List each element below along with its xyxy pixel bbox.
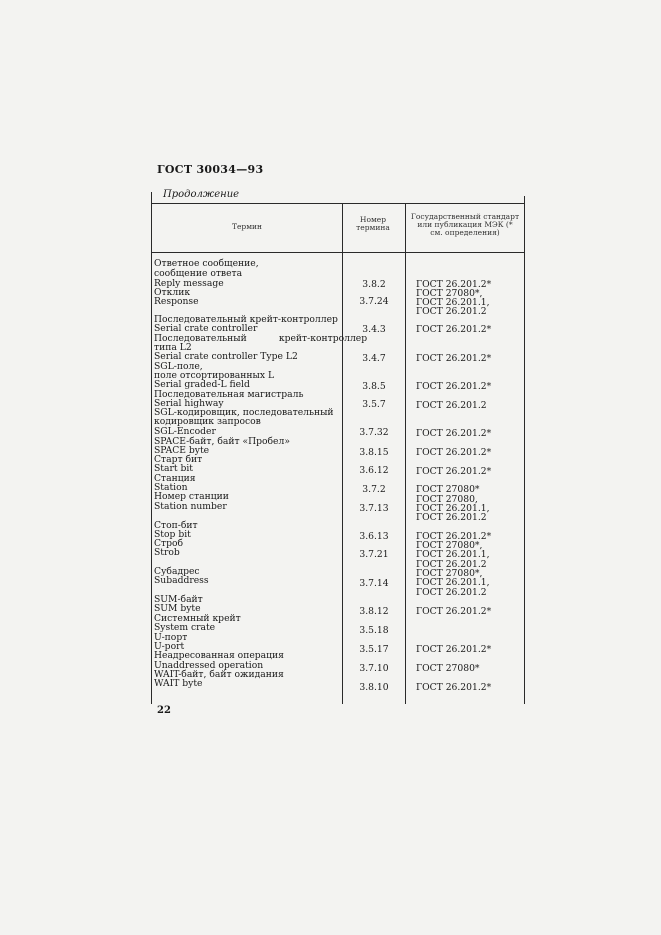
standard-ref: ГОСТ 26.201.2* bbox=[416, 353, 492, 364]
term-line: SGL-кодировщик, последовательный bbox=[154, 407, 334, 418]
term-line: SGL-Encoder bbox=[154, 426, 216, 437]
term-line: Station bbox=[154, 482, 188, 493]
term-line: поле отсортированных L bbox=[154, 370, 275, 381]
term-line: System crate bbox=[154, 622, 216, 633]
standard-ref: ГОСТ 26.201.1, bbox=[416, 577, 490, 588]
term-line: Старт бит bbox=[154, 454, 203, 465]
standard-ref: ГОСТ 26.201.2 bbox=[416, 512, 487, 523]
column-divider-2 bbox=[405, 203, 406, 704]
term-line: Response bbox=[154, 296, 199, 307]
term-line: Стоп-бит bbox=[154, 520, 198, 531]
term-number: 3.8.15 bbox=[359, 447, 389, 458]
standard-ref: ГОСТ 27080, bbox=[416, 494, 478, 505]
term-line: Strob bbox=[154, 547, 180, 558]
term-line: Serial crate controller Type L2 bbox=[154, 351, 298, 362]
term-line: кодировщик запросов bbox=[154, 416, 261, 427]
term-line: SGL-поле, bbox=[154, 361, 203, 372]
term-line: Последовательная магистраль bbox=[154, 389, 304, 400]
term-number: 3.8.2 bbox=[362, 279, 386, 290]
standard-ref: ГОСТ 26.201.1, bbox=[416, 549, 490, 560]
standard-ref: ГОСТ 27080* bbox=[416, 663, 480, 674]
term-line: Отклик bbox=[154, 287, 191, 298]
standard-ref: ГОСТ 26.201.2* bbox=[416, 682, 492, 693]
standard-ref: ГОСТ 27080*, bbox=[416, 288, 483, 299]
term-number: 3.8.5 bbox=[362, 381, 386, 392]
term-line: типа L2 bbox=[154, 342, 192, 353]
standard-ref: ГОСТ 26.201.2* bbox=[416, 324, 492, 335]
term-line: U-port bbox=[154, 641, 185, 652]
term-line: SUM-байт bbox=[154, 594, 203, 605]
term-number: 3.7.24 bbox=[359, 296, 389, 307]
term-number: 3.7.2 bbox=[362, 484, 386, 495]
header-standard: Государственный стандарт или публикация МЭК (* см. определения) bbox=[410, 212, 520, 237]
table-header-rule bbox=[151, 252, 525, 253]
standard-ref: ГОСТ 27080*, bbox=[416, 568, 483, 579]
term-number: 3.7.13 bbox=[359, 503, 389, 514]
term-line: U-порт bbox=[154, 632, 188, 643]
term-number: 3.7.14 bbox=[359, 578, 389, 589]
table-left-border bbox=[151, 192, 152, 704]
standard-ref: ГОСТ 27080*, bbox=[416, 540, 483, 551]
term-line: Subaddress bbox=[154, 575, 209, 586]
term-line: Reply message bbox=[154, 278, 224, 289]
table-top-rule bbox=[151, 203, 525, 204]
standard-ref: ГОСТ 26.201.2 bbox=[416, 400, 487, 411]
standard-ref: ГОСТ 27080* bbox=[416, 484, 480, 495]
standard-ref: ГОСТ 26.201.2* bbox=[416, 644, 492, 655]
term-line: WAIT-байт, байт ожидания bbox=[154, 669, 284, 680]
term-number: 3.7.10 bbox=[359, 663, 389, 674]
standard-ref: ГОСТ 26.201.2 bbox=[416, 306, 487, 317]
standard-ref: ГОСТ 26.201.2* bbox=[416, 466, 492, 477]
term-number: 3.4.7 bbox=[362, 353, 386, 364]
term-line: Последовательный крейт-контроллер bbox=[154, 333, 368, 344]
term-line: Субадрес bbox=[154, 566, 200, 577]
term-line: Системный крейт bbox=[154, 613, 241, 624]
term-line: Ответное сообщение, bbox=[154, 258, 259, 269]
term-line: Станция bbox=[154, 473, 196, 484]
term-number: 3.7.21 bbox=[359, 549, 389, 560]
standard-ref: ГОСТ 26.201.2* bbox=[416, 447, 492, 458]
standard-ref: ГОСТ 26.201.2 bbox=[416, 559, 487, 570]
continued-label: Продолжение bbox=[163, 189, 240, 200]
term-line: Неадресованная операция bbox=[154, 650, 284, 661]
standard-ref: ГОСТ 26.201.2* bbox=[416, 428, 492, 439]
term-number: 3.5.17 bbox=[359, 644, 389, 655]
term-number: 3.5.18 bbox=[359, 625, 389, 636]
term-line: WAIT byte bbox=[154, 678, 203, 689]
term-line: SUM byte bbox=[154, 603, 201, 614]
standard-ref: ГОСТ 26.201.1, bbox=[416, 503, 490, 514]
column-divider-1 bbox=[342, 203, 343, 704]
term-number: 3.4.3 bbox=[362, 324, 386, 335]
term-line: Stop bit bbox=[154, 529, 191, 540]
term-line: Строб bbox=[154, 538, 184, 549]
standard-ref: ГОСТ 26.201.2* bbox=[416, 606, 492, 617]
standard-ref: ГОСТ 26.201.2* bbox=[416, 531, 492, 542]
term-line: Station number bbox=[154, 501, 227, 512]
term-number: 3.7.32 bbox=[359, 427, 389, 438]
standard-ref: ГОСТ 26.201.2* bbox=[416, 279, 492, 290]
term-line: Start bit bbox=[154, 463, 193, 474]
term-line: Serial crate controller bbox=[154, 323, 258, 334]
term-line: Unaddressed operation bbox=[154, 660, 264, 671]
standard-ref: ГОСТ 26.201.2 bbox=[416, 587, 487, 598]
term-number: 3.8.12 bbox=[359, 606, 389, 617]
term-line: сообщение ответа bbox=[154, 268, 243, 279]
page-number: 22 bbox=[157, 705, 171, 716]
header-term: Термин bbox=[231, 222, 263, 231]
standard-title: ГОСТ 30034—93 bbox=[157, 163, 264, 176]
standard-ref: ГОСТ 26.201.2* bbox=[416, 381, 492, 392]
term-line: Serial graded-L field bbox=[154, 379, 250, 390]
term-line: SPACE byte bbox=[154, 445, 210, 456]
term-line: SPACE-байт, байт «Пробел» bbox=[154, 436, 290, 447]
term-line: Номер станции bbox=[154, 491, 229, 502]
term-line: Serial highway bbox=[154, 398, 224, 409]
term-number: 3.8.10 bbox=[359, 682, 389, 693]
table-right-border bbox=[524, 196, 525, 704]
term-number: 3.6.12 bbox=[359, 465, 389, 476]
term-number: 3.6.13 bbox=[359, 531, 389, 542]
term-line: Последовательный крейт-контроллер bbox=[154, 314, 338, 325]
term-number: 3.5.7 bbox=[362, 399, 386, 410]
header-number: Номер термина bbox=[356, 215, 390, 232]
standard-ref: ГОСТ 26.201.1, bbox=[416, 297, 490, 308]
